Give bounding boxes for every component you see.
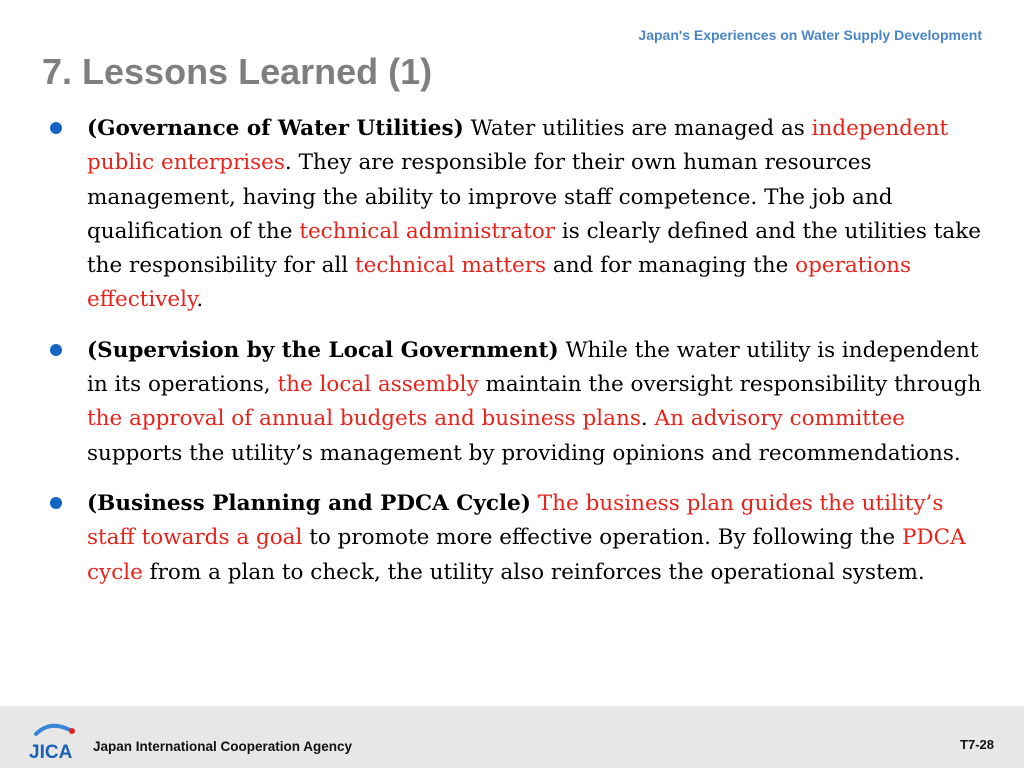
bullet-segment: (Supervision by the Local Government) bbox=[87, 337, 559, 363]
agency-name: Japan International Cooperation Agency bbox=[93, 739, 353, 754]
bullet-segment: operations effectively bbox=[87, 253, 912, 313]
bullet-segment: The business plan guides the utility’s staff towards a goal bbox=[87, 490, 944, 551]
bullet-segment: . bbox=[196, 287, 204, 313]
page-number: T7-28 bbox=[960, 737, 994, 752]
bullet-segment: technical matters bbox=[354, 253, 547, 279]
jica-logo-icon bbox=[26, 722, 80, 762]
bullet-dot-icon bbox=[50, 497, 62, 509]
bullet-segment: (Business Planning and PDCA Cycle) bbox=[87, 490, 531, 516]
bullet-segment bbox=[531, 491, 538, 516]
svg-text:JICA: JICA bbox=[29, 742, 73, 762]
bullet-dot-icon bbox=[50, 344, 62, 356]
bullet-segment: technical administrator bbox=[299, 218, 556, 244]
bullet-supervision bbox=[0, 334, 1024, 471]
bullet-list bbox=[0, 112, 1024, 606]
bullet-segment: Water utilities are managed as bbox=[463, 116, 812, 141]
header-subtitle: Japan's Experiences on Water Supply Development bbox=[638, 27, 982, 43]
bullet-segment: and for managing the bbox=[546, 253, 796, 279]
bullet-segment: maintain the oversight responsibility through bbox=[478, 372, 982, 398]
footer-bar bbox=[0, 706, 1024, 768]
bullet-segment: An advisory committee bbox=[654, 406, 905, 432]
bullet-segment: the local assembly bbox=[277, 372, 479, 398]
slide-title: 7. Lessons Learned (1) bbox=[42, 51, 433, 92]
bullet-segment: . bbox=[640, 406, 655, 432]
bullet-segment: is clearly defined and the utilities take the responsibility for all bbox=[87, 218, 981, 279]
bullet-segment: (Governance of Water Utilities) bbox=[87, 116, 464, 141]
bullet-segment: to promote more effective operation. By following the bbox=[302, 525, 902, 551]
bullet-segment: the approval of annual budgets and business plans bbox=[87, 406, 641, 432]
bullet-segment: PDCA cycle bbox=[87, 525, 966, 585]
bullet-segment: While the water utility is independent in its operations, bbox=[87, 337, 979, 398]
bullet-segment: independent public enterprises bbox=[87, 116, 949, 176]
bullet-segment: supports the utility’s management by providing opinions and recommendations. bbox=[87, 440, 961, 466]
bullet-governance bbox=[0, 112, 1024, 318]
bullet-segment: from a plan to check, the utility also reinforces the operational system. bbox=[142, 559, 925, 585]
bullet-segment: . They are responsible for their own human resources management, having the ability to improve staff competence. The job and qualification of the bbox=[87, 150, 893, 244]
bullet-dot-icon bbox=[50, 122, 62, 134]
bullet-business-planning bbox=[0, 487, 1024, 590]
